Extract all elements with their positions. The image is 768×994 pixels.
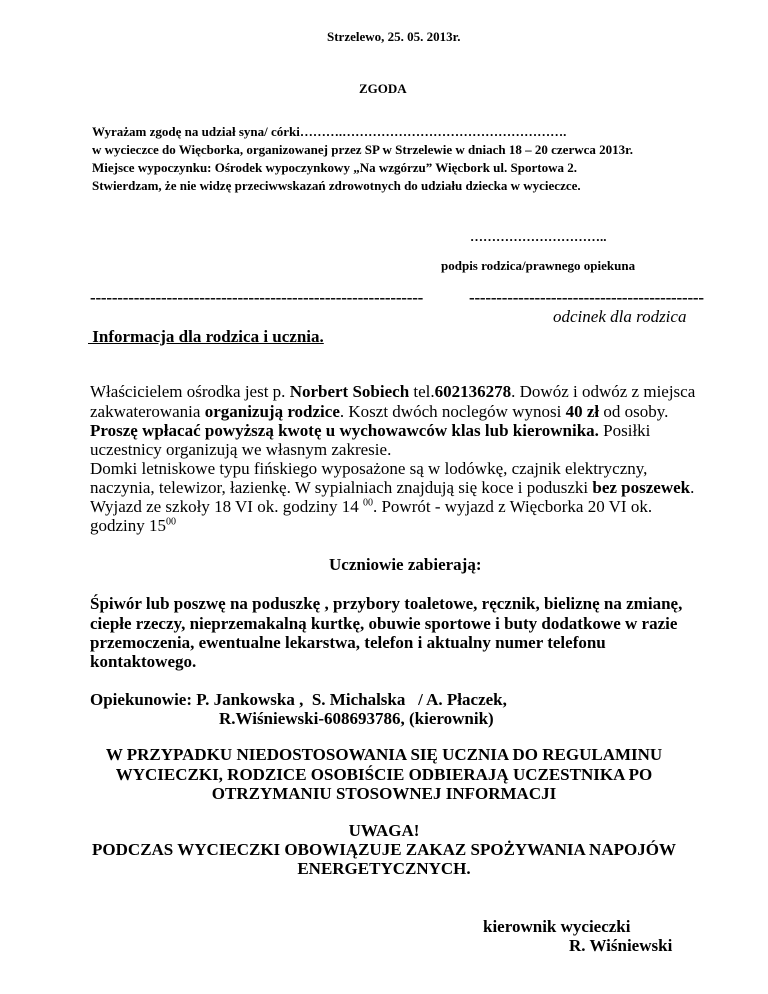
consent-line: w wycieczce do Więcborka, organizowanej przez SP w Strzelewie w dniach 18 – 20 czerwca 2013r. (92, 142, 633, 157)
owner-name: Norbert Sobiech (289, 382, 410, 401)
info-line (90, 402, 668, 422)
consent-line: Wyrażam zgodę na udział syna/ córki……….……………………………………………. (92, 124, 567, 139)
leader-name: R. Wiśniewski (569, 936, 673, 955)
info-text: Wyjazd ze szkoły 18 VI ok. godziny 14 (90, 497, 363, 516)
place-date: Strzelewo, 25. 05. 2013r. (327, 29, 461, 44)
cost-amount: 40 zł (565, 402, 600, 421)
info-text: Posiłki (598, 421, 651, 440)
consent-line: Stwierdzam, że nie widzę przeciwwskazań zdrowotnych do udziału dziecka w wycieczce. (92, 178, 581, 193)
time-superscript: 00 (166, 516, 177, 528)
consent-line: Miejsce wypoczynku: Ośrodek wypoczynkowy „Na wzgórzu” Więcbork ul. Sportowa 2. (92, 160, 577, 175)
signature-dots: ………………………….. (470, 229, 607, 244)
notice-line: PODCZAS WYCIECZKI OBOWIĄZUJE ZAKAZ SPOŻYWANIA NAPOJÓW (92, 840, 676, 859)
info-line (90, 421, 650, 441)
owner-phone: 602136278 (434, 382, 512, 401)
signature-label: podpis rodzica/prawnego opiekuna (441, 258, 636, 273)
guardians-line: R.Wiśniewski-608693786, (kierownik) (219, 709, 494, 728)
info-line (90, 382, 695, 402)
notice-line: ENERGETYCZNYCH. (297, 859, 471, 878)
info-text: . Dowóz i odwóz z miejsca (511, 382, 696, 401)
info-text: od osoby. (599, 402, 669, 421)
info-heading: Informacja dla rodzica i ucznia. (88, 327, 324, 346)
bring-line: kontaktowego. (90, 652, 197, 671)
leader-role: kierownik wycieczki (483, 917, 631, 936)
guardians-line: Opiekunowie: P. Jankowska , S. Michalska / A. Płaczek, (90, 690, 507, 709)
info-text: Właścicielem ośrodka jest p. (90, 382, 290, 401)
cut-line-right: ------------------------------------------- (469, 288, 704, 307)
info-text: uczestnicy organizują we własnym zakresie. (90, 440, 392, 459)
info-text: zakwaterowania (90, 402, 205, 421)
bring-heading: Uczniowie zabierają: (329, 555, 482, 574)
info-bold: organizują rodzice (204, 402, 340, 421)
info-text: . (690, 478, 695, 497)
info-bold: bez poszewek (592, 478, 691, 497)
bring-line: ciepłe rzeczy, nieprzemakalną kurtkę, obuwie sportowe i buty dodatkowe w razie (90, 614, 678, 633)
warning-line: W PRZYPADKU NIEDOSTOSOWANIA SIĘ UCZNIA DO REGULAMINU (105, 745, 663, 764)
warning-line: WYCIECZKI, RODZICE OSOBIŚCIE ODBIERAJĄ UCZESTNIKA PO (115, 765, 653, 784)
notice-title: UWAGA! (348, 821, 420, 840)
time-superscript: 00 (362, 497, 373, 509)
info-text: . Powrót - wyjazd z Więcborka 20 VI ok. (372, 497, 653, 516)
info-line (90, 478, 694, 498)
bring-line: Śpiwór lub poszwę na poduszkę , przybory toaletowe, ręcznik, bieliznę na zmianę, (90, 594, 683, 613)
info-text: Domki letniskowe typu fińskiego wyposażone są w lodówkę, czajnik elektryczny, (90, 459, 648, 478)
info-line (90, 516, 176, 536)
info-text: tel. (409, 382, 435, 401)
info-text: . Koszt dwóch noclegów wynosi (339, 402, 566, 421)
info-line (90, 497, 652, 517)
info-bold: Proszę wpłacać powyższą kwotę u wychowawców klas lub kierownika. (90, 421, 599, 440)
info-text: godziny 15 (90, 516, 167, 535)
warning-line: OTRZYMANIU STOSOWNEJ INFORMACJI (211, 784, 557, 803)
document-title: ZGODA (359, 81, 407, 96)
cut-line-left: ------------------------------------------------------------- (90, 288, 424, 307)
bring-line: przemoczenia, ewentualne lekarstwa, telefon i aktualny numer telefonu (90, 633, 606, 652)
info-line (90, 440, 391, 460)
cut-label: odcinek dla rodzica (553, 307, 687, 326)
info-line (90, 459, 647, 479)
info-text: naczynia, telewizor, łazienkę. W sypialniach znajdują się koce i poduszki (90, 478, 593, 497)
